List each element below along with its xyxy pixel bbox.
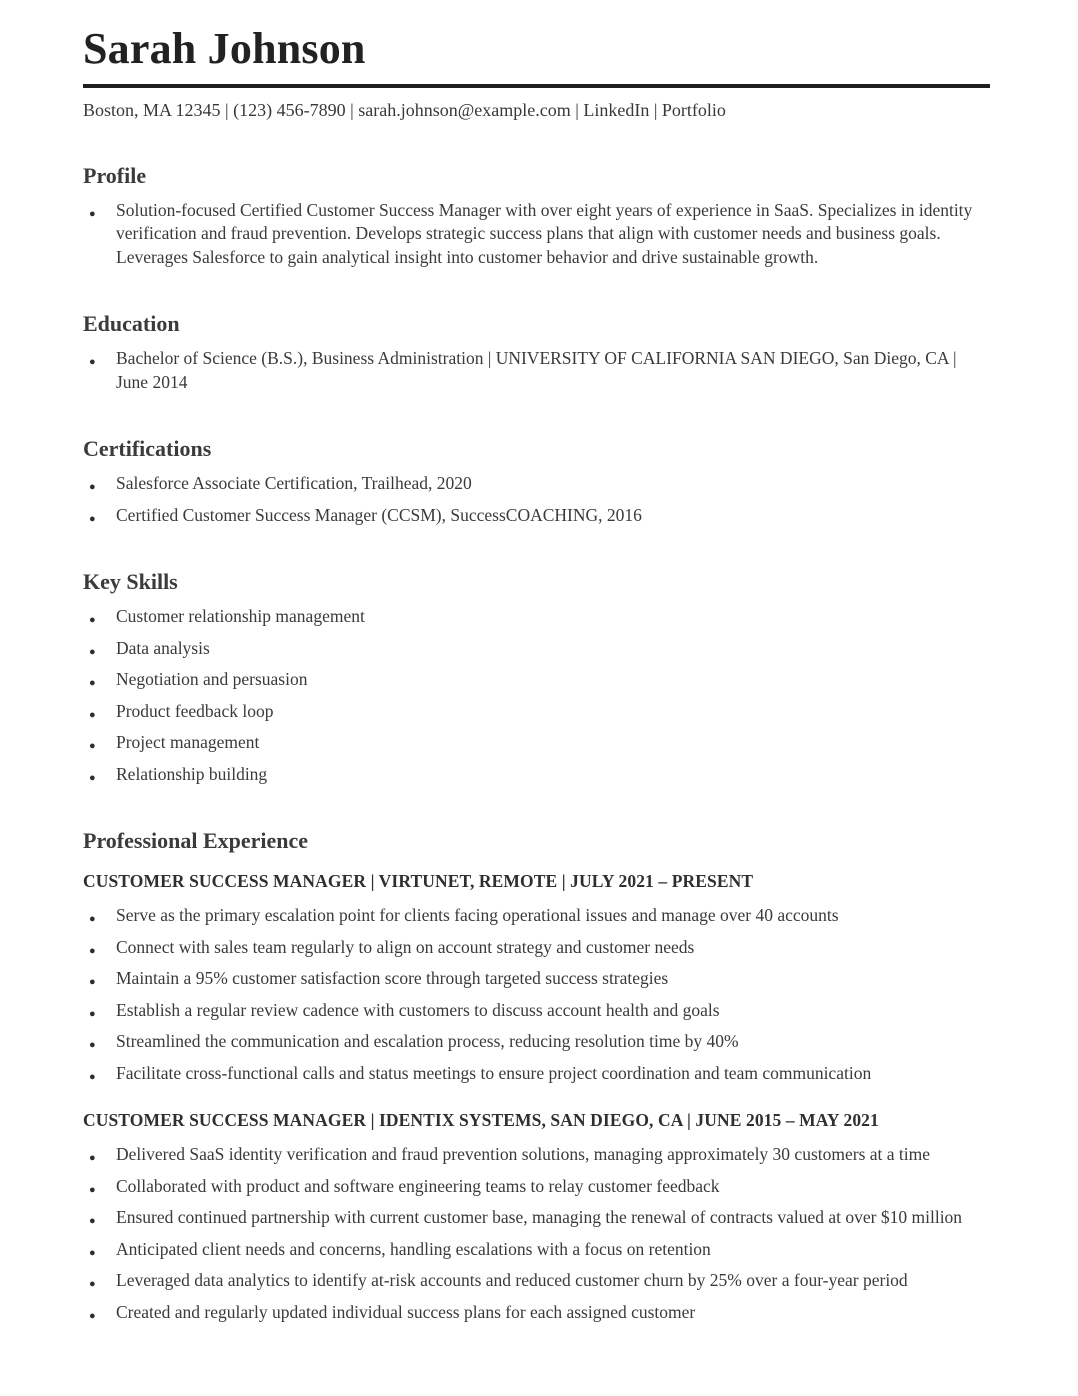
job-heading-identix: CUSTOMER SUCCESS MANAGER | IDENTIX SYSTEMS, SAN DIEGO, CA | JUNE 2015 – MAY 2021	[83, 1110, 879, 1131]
section-title-certifications: Certifications	[83, 436, 212, 462]
profile-list	[83, 199, 990, 270]
person-name: Sarah Johnson	[83, 24, 366, 73]
list-item: ● Negotiation and persuasion	[83, 668, 990, 692]
section-title-key-skills: Key Skills	[83, 569, 178, 595]
job-entry-identix	[83, 1109, 990, 1324]
list-item: ● Ensured continued partnership with current customer base, managing the renewal of contracts valued at over $10 million	[83, 1206, 990, 1230]
section-certifications	[83, 436, 990, 527]
section-title-education: Education	[83, 311, 180, 337]
section-key-skills	[83, 569, 990, 786]
section-title-profile: Profile	[83, 162, 147, 188]
certifications-list	[83, 472, 990, 527]
list-item: ● Delivered SaaS identity verification and fraud prevention solutions, managing approximately 30 customers at a time	[83, 1143, 990, 1167]
list-item: ● Solution-focused Certified Customer Success Manager with over eight years of experience in SaaS. Specializes in identity verification and fraud prevention. Develops strategic success plans that align with customer needs and business goals. Leverages Salesforce to gain analytical insight into customer behavior and drive sustainable growth.	[83, 199, 990, 270]
list-item: ● Product feedback loop	[83, 700, 990, 724]
list-item: ● Streamlined the communication and escalation process, reducing resolution time by 40%	[83, 1030, 990, 1054]
list-item: ● Data analysis	[83, 637, 990, 661]
list-item: ● Relationship building	[83, 763, 990, 787]
contact-line: Boston, MA 12345 | (123) 456-7890 | sarah.johnson@example.com | LinkedIn | Portfolio	[83, 99, 726, 120]
resume-header	[83, 24, 990, 121]
list-item: ● Collaborated with product and software engineering teams to relay customer feedback	[83, 1175, 990, 1199]
list-item: ● Project management	[83, 731, 990, 755]
list-item: ● Connect with sales team regularly to align on account strategy and customer needs	[83, 936, 990, 960]
section-education	[83, 311, 990, 394]
section-title-experience: Professional Experience	[83, 828, 309, 854]
key-skills-list	[83, 605, 990, 786]
job-entry-virtunet	[83, 870, 990, 1085]
list-item: ● Anticipated client needs and concerns, handling escalations with a focus on retention	[83, 1238, 990, 1262]
list-item: ● Maintain a 95% customer satisfaction score through targeted success strategies	[83, 967, 990, 991]
list-item: ● Establish a regular review cadence with customers to discuss account health and goals	[83, 999, 990, 1023]
section-profile	[83, 163, 990, 270]
list-item: ● Bachelor of Science (B.S.), Business Administration | UNIVERSITY OF CALIFORNIA SAN DIEGO, San Diego, CA | June 2014	[83, 347, 990, 394]
list-item: ● Customer relationship management	[83, 605, 990, 629]
job-heading-virtunet: CUSTOMER SUCCESS MANAGER | VIRTUNET, REMOTE | JULY 2021 – PRESENT	[83, 871, 754, 892]
education-list	[83, 347, 990, 394]
list-item: ● Certified Customer Success Manager (CCSM), SuccessCOACHING, 2016	[83, 504, 990, 528]
job-identix-list	[83, 1143, 990, 1324]
list-item: ● Facilitate cross-functional calls and status meetings to ensure project coordination and team communication	[83, 1062, 990, 1086]
header-divider	[83, 84, 990, 88]
job-virtunet-list	[83, 904, 990, 1085]
list-item: ● Salesforce Associate Certification, Trailhead, 2020	[83, 472, 990, 496]
list-item: ● Serve as the primary escalation point for clients facing operational issues and manage over 40 accounts	[83, 904, 990, 928]
list-item: ● Leveraged data analytics to identify at-risk accounts and reduced customer churn by 25% over a four-year period	[83, 1269, 990, 1293]
list-item: ● Created and regularly updated individual success plans for each assigned customer	[83, 1301, 990, 1325]
section-experience	[83, 828, 990, 1324]
